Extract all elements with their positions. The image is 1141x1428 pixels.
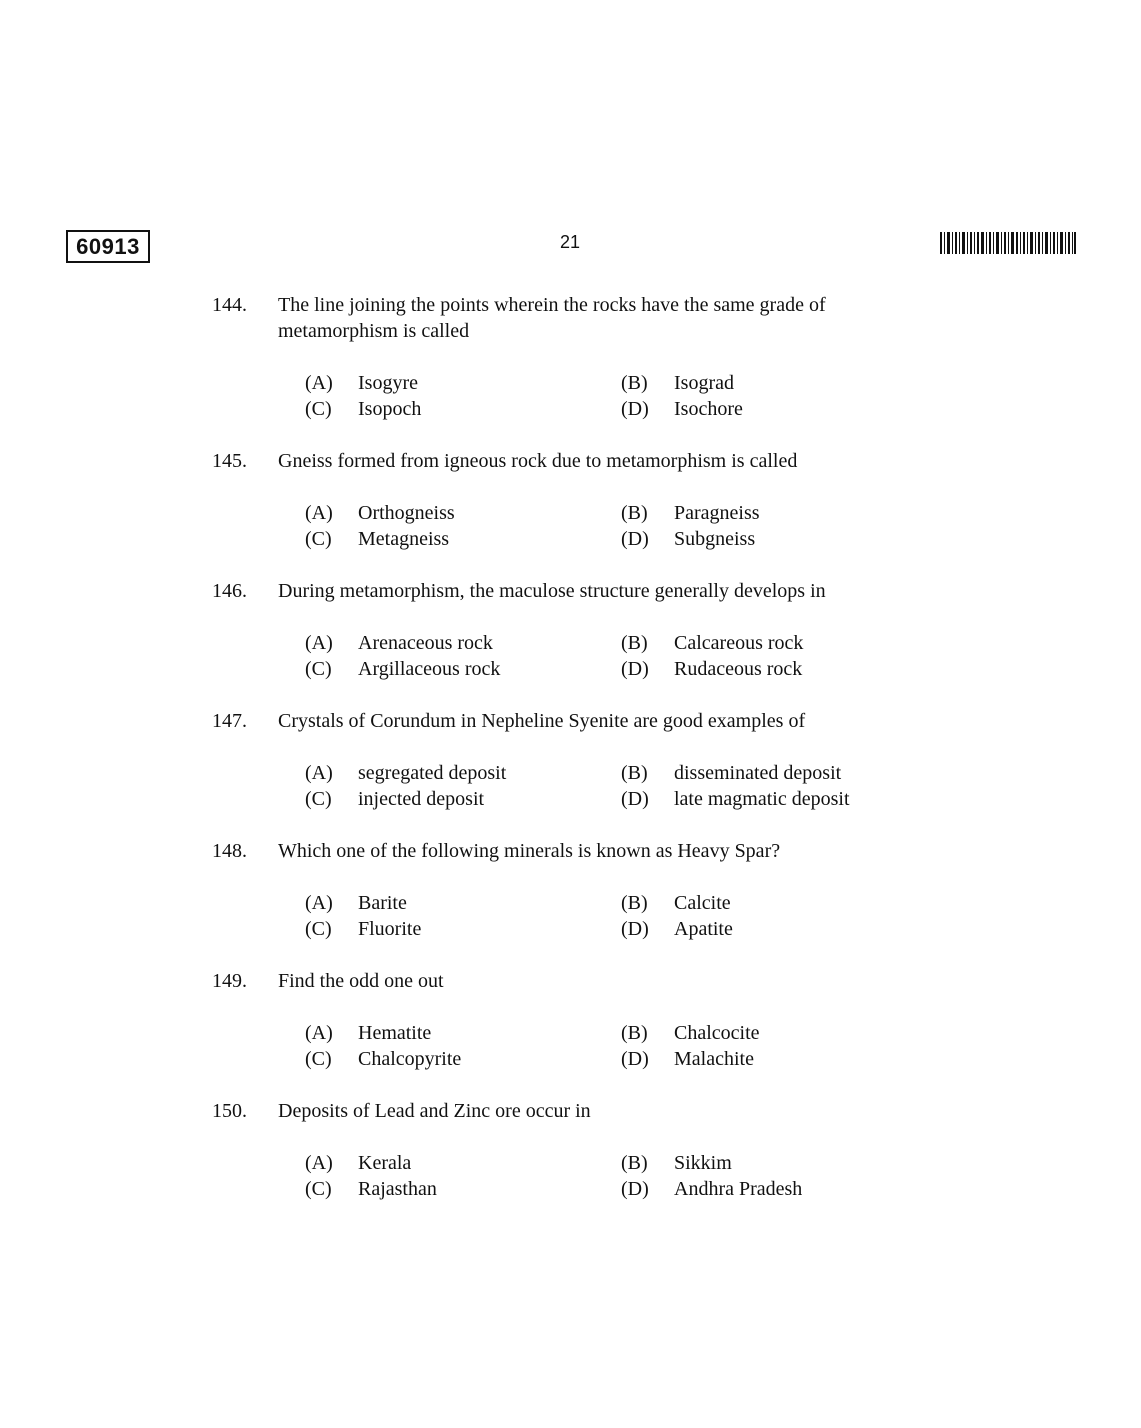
option-letter: (D) — [621, 788, 649, 810]
question-text: Deposits of Lead and Zinc ore occur in — [278, 1100, 591, 1122]
barcode-image — [940, 232, 1076, 254]
question-text: The line joining the points wherein the rocks have the same grade of metamorphism is called — [278, 294, 826, 342]
option-letter: (D) — [621, 528, 649, 550]
option-text: Hematite — [358, 1022, 432, 1044]
option-text: late magmatic deposit — [674, 788, 850, 810]
question-number: 148. — [212, 840, 247, 862]
option-text: Sikkim — [674, 1152, 732, 1174]
paper-code-box: 60913 — [66, 230, 150, 263]
option-letter: (D) — [621, 398, 649, 420]
question-text: Gneiss formed from igneous rock due to metamorphism is called — [278, 450, 798, 472]
option-text: Argillaceous rock — [358, 658, 501, 680]
option-letter: (B) — [621, 892, 648, 914]
option-letter: (A) — [305, 762, 333, 784]
option-text: Paragneiss — [674, 502, 760, 524]
option-letter: (C) — [305, 918, 332, 940]
option-text: Kerala — [358, 1152, 412, 1174]
question-number: 146. — [212, 580, 247, 602]
option-text: Arenaceous rock — [358, 632, 493, 654]
question-number: 147. — [212, 710, 247, 732]
option-text: Rudaceous rock — [674, 658, 803, 680]
option-text: Chalcopyrite — [358, 1048, 462, 1070]
option-letter: (A) — [305, 1022, 333, 1044]
option-letter: (A) — [305, 502, 333, 524]
option-letter: (B) — [621, 502, 648, 524]
option-text: Calcite — [674, 892, 731, 914]
option-letter: (A) — [305, 1152, 333, 1174]
option-letter: (B) — [621, 372, 648, 394]
option-letter: (A) — [305, 632, 333, 654]
option-letter: (C) — [305, 528, 332, 550]
option-letter: (D) — [621, 1048, 649, 1070]
option-text: injected deposit — [358, 788, 485, 810]
option-text: Isochore — [674, 398, 743, 420]
option-letter: (D) — [621, 658, 649, 680]
question-number: 145. — [212, 450, 247, 472]
option-letter: (B) — [621, 762, 648, 784]
question-number: 149. — [212, 970, 247, 992]
option-letter: (C) — [305, 658, 332, 680]
option-text: segregated deposit — [358, 762, 507, 784]
option-text: Calcareous rock — [674, 632, 804, 654]
page-header — [0, 226, 1141, 266]
option-text: Orthogneiss — [358, 502, 455, 524]
option-letter: (C) — [305, 398, 332, 420]
question-text: Crystals of Corundum in Nepheline Syenite are good examples of — [278, 710, 806, 732]
option-letter: (B) — [621, 632, 648, 654]
question-text: During metamorphism, the maculose structure generally develops in — [278, 580, 826, 602]
option-text: Chalcocite — [674, 1022, 760, 1044]
option-letter: (A) — [305, 372, 333, 394]
option-text: Andhra Pradesh — [674, 1178, 803, 1200]
option-letter: (B) — [621, 1022, 648, 1044]
question-number: 150. — [212, 1100, 247, 1122]
option-text: Apatite — [674, 918, 733, 940]
question-number: 144. — [212, 294, 247, 316]
question-text: Which one of the following minerals is known as Heavy Spar? — [278, 840, 781, 862]
page-number: 21 — [559, 232, 581, 252]
option-text: disseminated deposit — [674, 762, 842, 784]
option-letter: (A) — [305, 892, 333, 914]
option-text: Fluorite — [358, 918, 422, 940]
option-letter: (C) — [305, 1048, 332, 1070]
option-letter: (C) — [305, 788, 332, 810]
option-letter: (C) — [305, 1178, 332, 1200]
option-letter: (D) — [621, 918, 649, 940]
option-text: Barite — [358, 892, 407, 914]
option-letter: (D) — [621, 1178, 649, 1200]
option-text: Malachite — [674, 1048, 754, 1070]
option-text: Isogyre — [358, 372, 418, 394]
option-text: Metagneiss — [358, 528, 450, 550]
question-text: Find the odd one out — [278, 970, 444, 992]
option-text: Rajasthan — [358, 1178, 437, 1200]
option-text: Subgneiss — [674, 528, 756, 550]
option-text: Isograd — [674, 372, 734, 394]
option-text: Isopoch — [358, 398, 422, 420]
option-letter: (B) — [621, 1152, 648, 1174]
